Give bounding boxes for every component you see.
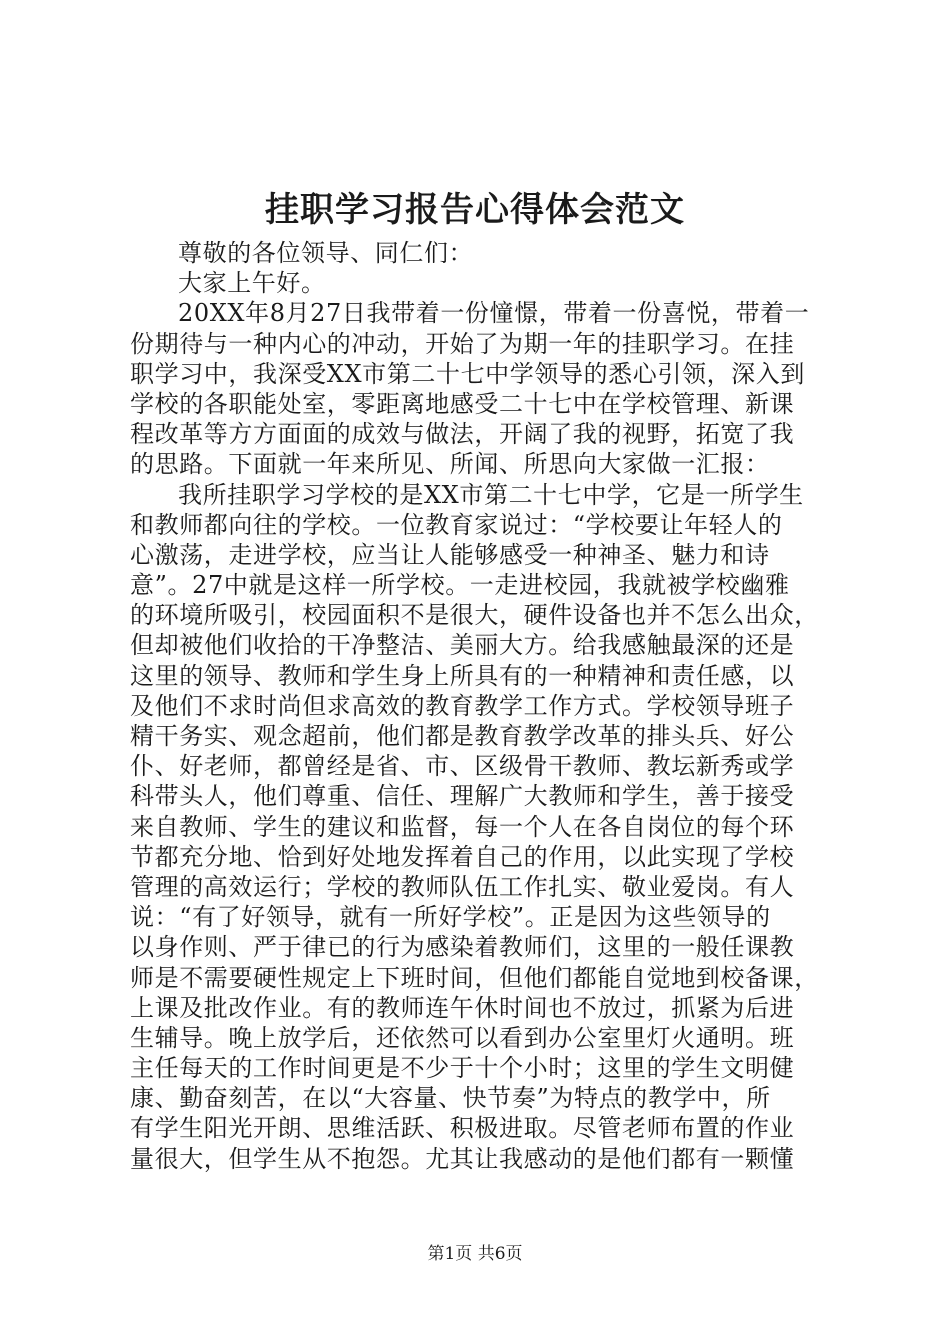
paragraph-line: 科带头人，他们尊重、信任、理解广大教师和学生，善于接受 <box>130 782 795 811</box>
paragraph-line: 这里的领导、教师和学生身上所具有的一种精神和责任感，以 <box>130 661 795 690</box>
paragraph-line: 上课及批改作业。有的教师连午休时间也不放过，抓紧为后进 <box>130 993 795 1022</box>
paragraph-line: 量很大，但学生从不抱怨。尤其让我感动的是他们都有一颗懂 <box>130 1144 795 1173</box>
document-body <box>130 238 836 1174</box>
page-number-label: 第1页 共6页 <box>427 1244 523 1264</box>
paragraph-line: 仆、好老师，都曾经是省、市、区级骨干教师、教坛新秀或学 <box>130 752 795 781</box>
paragraph-line: 来自教师、学生的建议和监督，每一个人在各自岗位的每个环 <box>130 812 795 841</box>
salutation-line: 尊敬的各位领导、同仁们： <box>178 239 474 267</box>
paragraph-line: 以身作则、严于律已的行为感染着教师们，这里的一般任课教 <box>130 933 795 962</box>
paragraph-line: 管理的高效运行；学校的教师队伍工作扎实、敬业爱岗。有人 <box>130 872 795 901</box>
page-footer <box>0 1242 950 1266</box>
paragraph-line: 程改革等方方面面的成效与做法，开阔了我的视野，拓宽了我 <box>130 420 795 449</box>
paragraph-line: 20XX年8月27日我带着一份憧憬，带着一份喜悦，带着一 <box>178 299 810 328</box>
paragraph-line: 我所挂职学习学校的是XX市第二十七中学，它是一所学生 <box>178 480 804 509</box>
paragraph-line: 有学生阳光开朗、思维活跃、积极进取。尽管老师布置的作业 <box>130 1114 795 1143</box>
paragraph-line: 生辅导。晚上放学后，还依然可以看到办公室里灯火通明。班 <box>130 1023 795 1052</box>
paragraph-line: 和教师都向往的学校。一位教育家说过：“学校要让年轻人的 <box>130 510 783 539</box>
paragraph-line: 学校的各职能处室，零距离地感受二十七中在学校管理、新课 <box>130 389 795 418</box>
paragraph-line: 师是不需要硬性规定上下班时间，但他们都能自觉地到校备课， <box>130 963 819 992</box>
paragraph-line: 节都充分地、恰到好处地发挥着自己的作用，以此实现了学校 <box>130 842 795 871</box>
paragraph-line: 说：“有了好领导，就有一所好学校”。正是因为这些领导的 <box>130 903 771 932</box>
paragraph-line: 意”。27中就是这样一所学校。一走进校园，我就被学校幽雅 <box>130 571 790 600</box>
paragraph-line: 职学习中，我深受XX市第二十七中学领导的悉心引领，深入到 <box>130 359 805 388</box>
paragraph-line: 心激荡，走进学校，应当让人能够感受一种神圣、魅力和诗 <box>130 540 770 569</box>
document-title: 挂职学习报告心得体会范文 <box>265 190 685 230</box>
paragraph-line: 份期待与一种内心的冲动，开始了为期一年的挂职学习。在挂 <box>130 329 795 358</box>
paragraph-line: 康、勤奋刻苦，在以“大容量、快节奏”为特点的教学中，所 <box>130 1084 771 1113</box>
paragraph-line: 精干务实、观念超前，他们都是教育教学改革的排头兵、好公 <box>130 722 795 750</box>
greeting-line: 大家上午好。 <box>178 269 326 298</box>
paragraph-line: 的思路。下面就一年来所见、所闻、所思向大家做一汇报： <box>130 450 770 479</box>
paragraph-line: 的环境所吸引，校园面积不是很大，硬件设备也并不怎么出众， <box>130 601 819 630</box>
paragraph-line: 主任每天的工作时间更是不少于十个小时；这里的学生文明健 <box>130 1054 795 1083</box>
paragraph-line: 及他们不求时尚但求高效的教育教学工作方式。学校领导班子 <box>130 691 795 720</box>
paragraph-line: 但却被他们收拾的干净整洁、美丽大方。给我感触最深的还是 <box>130 631 795 660</box>
